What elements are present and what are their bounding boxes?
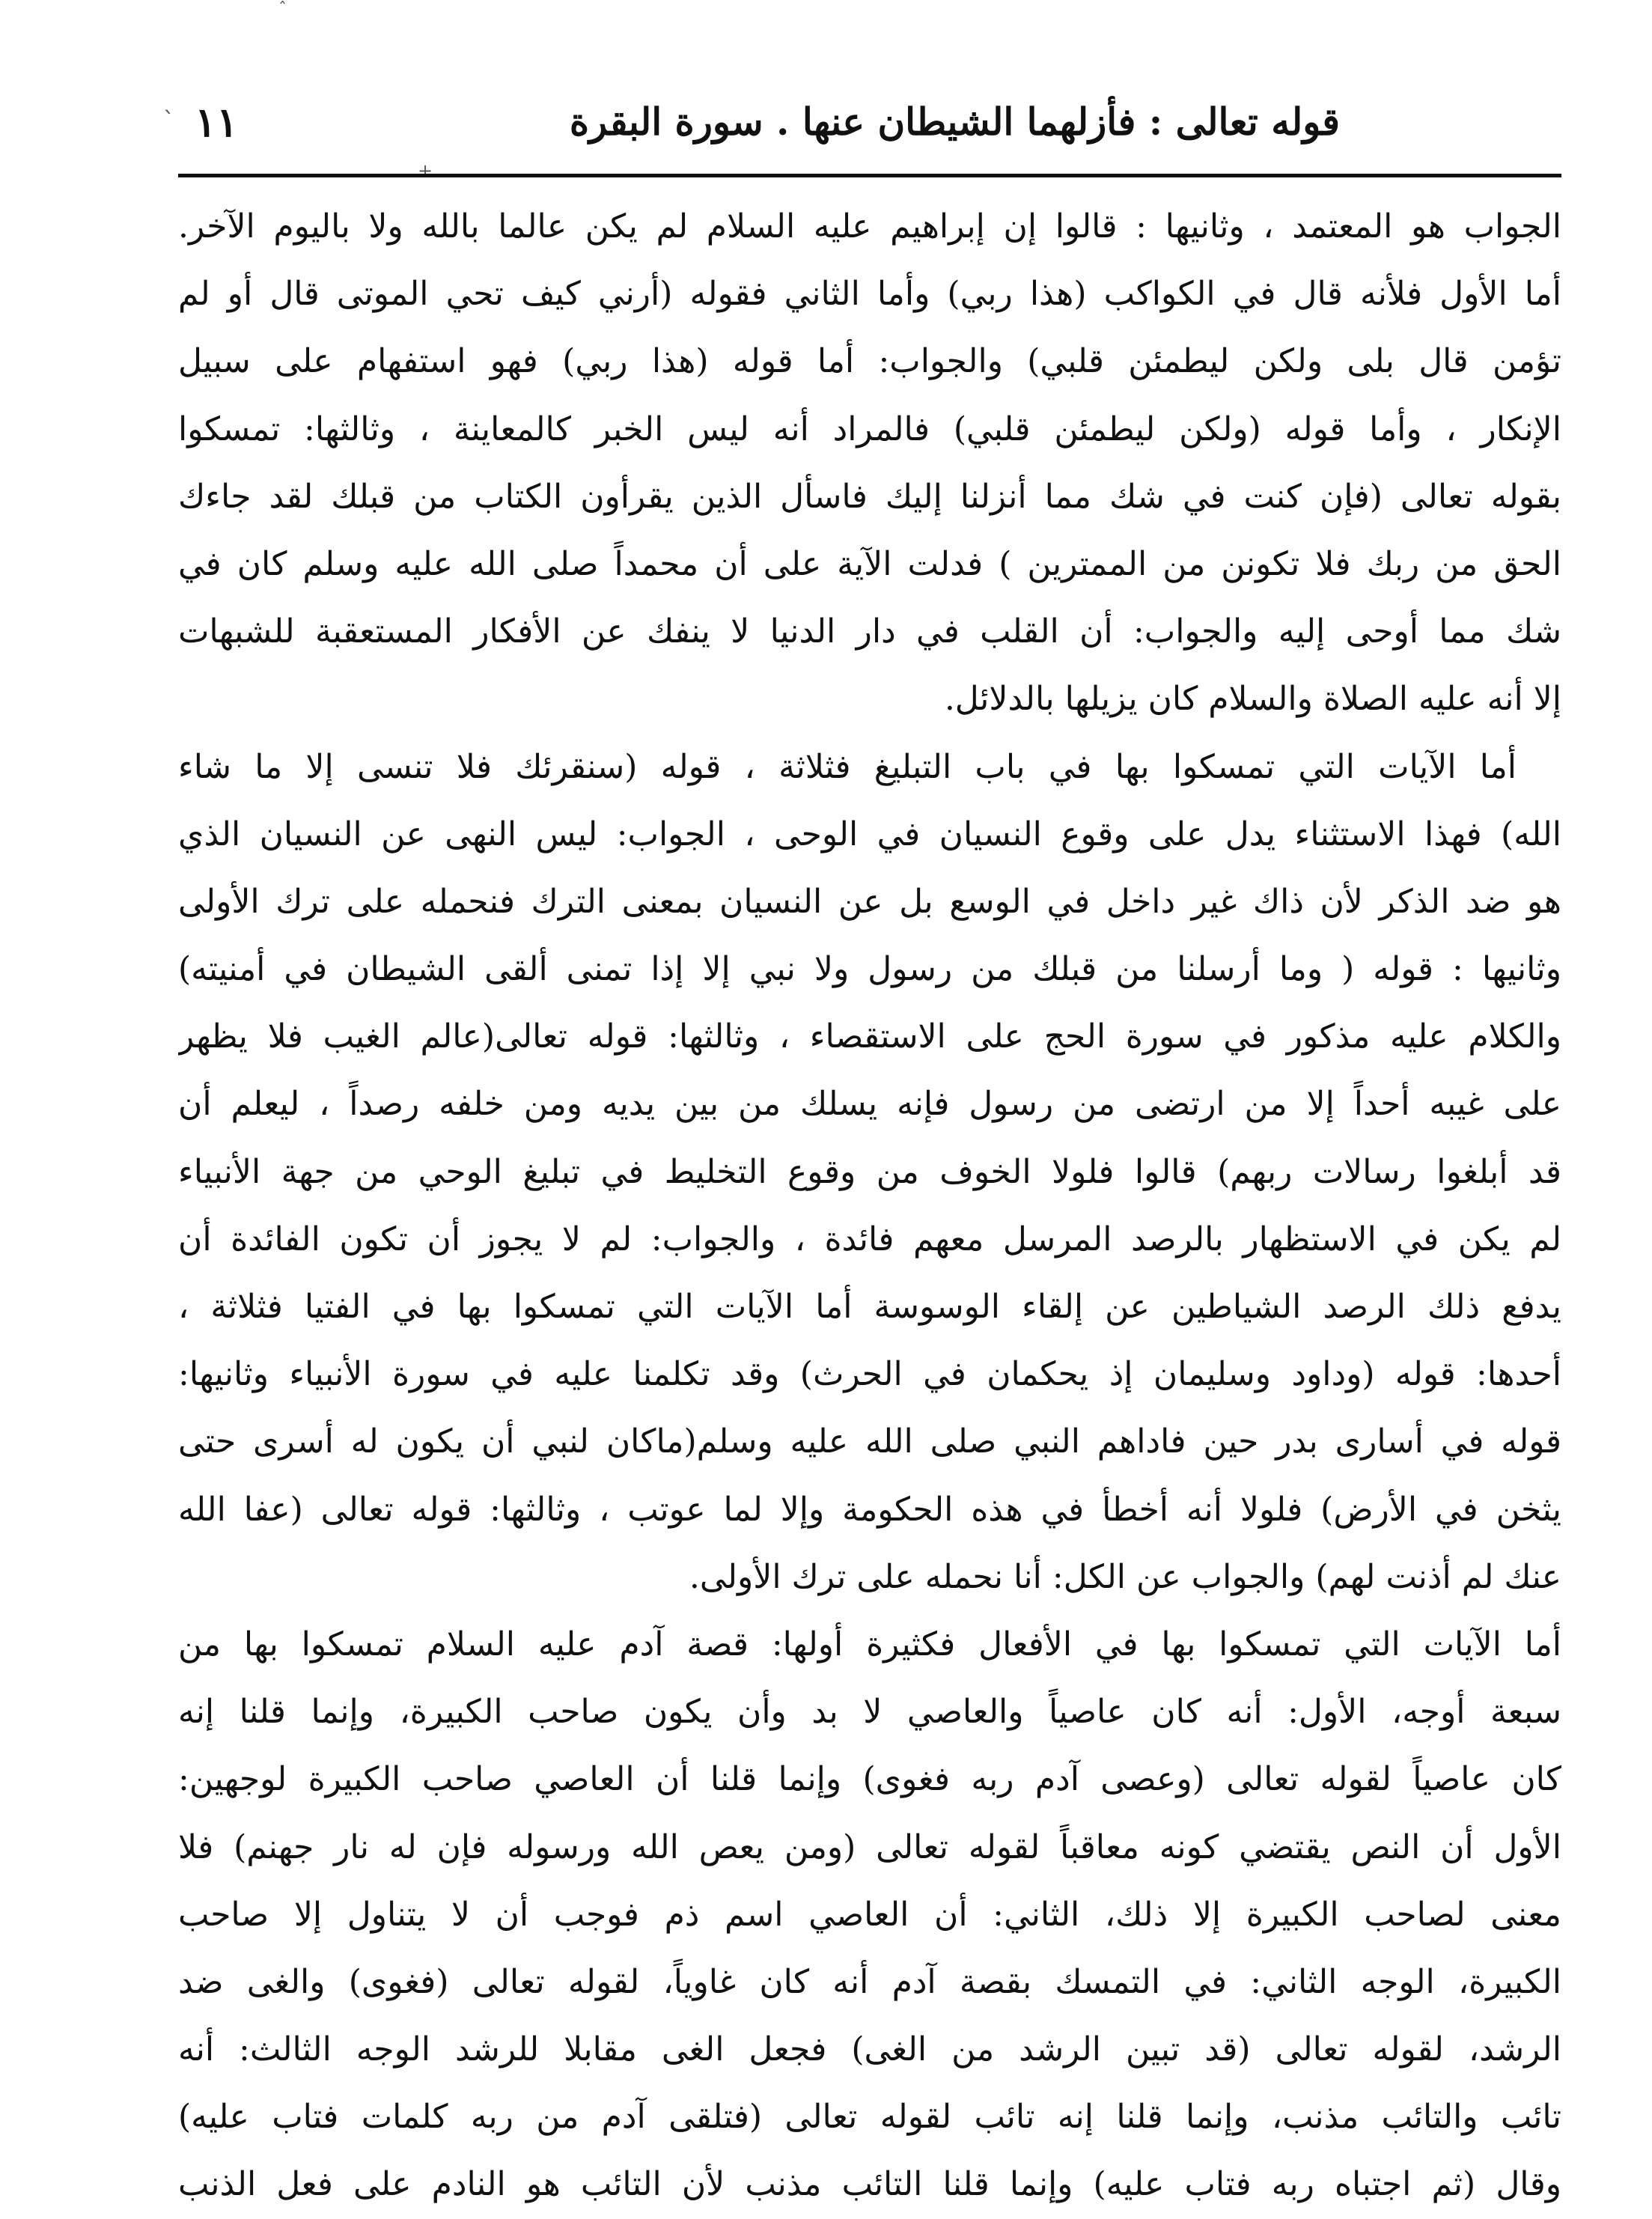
scan-tick-mark: ˎ	[163, 88, 174, 115]
text-line: تائب والتائب مذنب، وإنما قلنا إنه تائب لقوله تعالى (فتلقى آدم من ربه كلمات فتاب عليه)	[178, 2098, 1561, 2137]
text-line: قد أبلغوا رسالات ربهم) قالوا فلولا الخوف من وقوع التخليط في تبليغ الوحي من جهة الأنبياء	[178, 1152, 1561, 1191]
text-line: يثخن في الأرض) فلولا أنه أخطأ في هذه الحكومة وإلا لما عوتب ، وثالثها: قوله تعالى (عفا الله	[178, 1490, 1561, 1529]
text-line: إلا أنه عليه الصلاة والسلام كان يزيلها بالدلائل.	[944, 680, 1561, 719]
text-line: الحق من ربك فلا تكونن من الممترين ) فدلت الآية على أن محمداً صلى الله عليه وسلم كان في	[178, 544, 1561, 583]
text-line: سبعة أوجه، الأول: أنه كان عاصياً والعاصي لا بد وأن يكون صاحب الكبيرة، وإنما قلنا إنه	[178, 1693, 1561, 1732]
page-number: ١١	[195, 98, 239, 146]
text-line: قوله في أسارى بدر حين فاداهم النبي صلى الله عليه وسلم(ماكان لنبي أن يكون له أسرى حتى	[178, 1422, 1561, 1461]
text-line: عنك لم أذنت لهم) والجواب عن الكل: أنا نحمله على ترك الأولى.	[689, 1557, 1561, 1596]
text-line: الأول أن النص يقتضي كونه معاقباً لقوله تعالى (ومن يعص الله ورسوله فإن له نار جهنم) فلا	[178, 1827, 1561, 1866]
text-line: أما الآيات التي تمسكوا بها في الأفعال فكثيرة أولها: قصة آدم عليه السلام تمسكوا بها من	[178, 1625, 1561, 1664]
text-line: وقال (ثم اجتباه ربه فتاب عليه) وإنما قلنا التائب مذنب لأن التائب هو النادم على فعل الذنب	[178, 2165, 1561, 2204]
text-line: أما الآيات التي تمسكوا بها في باب التبليغ فثلاثة ، قوله (سنقرئك فلا تنسى إلا ما شاء	[178, 747, 1517, 786]
text-line: على غيبه أحداً إلا من ارتضى من رسول فإنه يسلك من بين يديه ومن خلفه رصداً ، ليعلم أن	[178, 1085, 1561, 1124]
header-rule	[178, 174, 1561, 177]
text-line: معنى لصاحب الكبيرة إلا ذلك، الثاني: أن العاصي اسم ذم فوجب أن لا يتناول إلا صاحب	[178, 1895, 1561, 1934]
text-line: تؤمن قال بلى ولكن ليطمئن قلبي) والجواب: أما قوله (هذا ربي) فهو استفهام على سبيل	[178, 342, 1561, 381]
text-line: بقوله تعالى (فإن كنت في شك مما أنزلنا إليك فاسأل الذين يقرأون الكتاب من قبلك لقد جاءك	[178, 477, 1561, 516]
text-line: أما الأول فلأنه قال في الكواكب (هذا ربي) وأما الثاني فقوله (أرني كيف تحي الموتى قال أو لم	[178, 275, 1561, 314]
scan-speck-mark: ˆ	[278, 0, 287, 19]
text-line: لم يكن في الاستظهار بالرصد المرسل معهم فائدة ، والجواب: لم لا يجوز أن تكون الفائدة أن	[178, 1220, 1561, 1258]
text-line: الله) فهذا الاستثناء يدل على وقوع النسيان في الوحى ، الجواب: ليس النهى عن النسيان الذي	[178, 815, 1561, 853]
text-line: يدفع ذلك الرصد الشياطين عن إلقاء الوسوسة أما الآيات التي تمسكوا بها في الفتيا فثلاثة ،	[178, 1288, 1561, 1326]
text-line: الجواب هو المعتمد ، وثانيها : قالوا إن إبراهيم عليه السلام لم يكن عالما بالله ولا باليوم الآخر.	[178, 207, 1561, 246]
text-line: الإنكار ، وأما قوله (ولكن ليطمئن قلبي) فالمراد أنه ليس الخبر كالمعاينة ، وثالثها: تمسكوا	[178, 410, 1561, 448]
text-line: والكلام عليه مذكور في سورة الحج على الاستقصاء ، وثالثها: قوله تعالى(عالم الغيب فلا يظهر	[178, 1017, 1561, 1056]
text-line: وثانيها : قوله ( وما أرسلنا من قبلك من رسول ولا نبي إلا إذا تمنى ألقى الشيطان في أمنيته)	[178, 950, 1561, 989]
scan-cross-mark: +	[418, 160, 433, 181]
running-title: قوله تعالى : فأزلهما الشيطان عنها . سورة البقرة	[569, 100, 1340, 144]
text-line: كان عاصياً لقوله تعالى (وعصى آدم ربه فغوى) وإنما قلنا أن العاصي صاحب الكبيرة لوجهين:	[178, 1760, 1561, 1799]
text-line: شك مما أوحى إليه والجواب: أن القلب في دار الدنيا لا ينفك عن الأفكار المستعقبة للشبهات	[178, 612, 1561, 651]
running-header	[172, 88, 1564, 171]
text-line: أحدها: قوله (وداود وسليمان إذ يحكمان في الحرث) وقد تكلمنا عليه في سورة الأنبياء وثانيها:	[178, 1355, 1561, 1394]
text-line: الرشد، لقوله تعالى (قد تبين الرشد من الغى) فجعل الغى مقابلا للرشد الوجه الثالث: أنه	[178, 2030, 1561, 2069]
text-line: هو ضد الذكر لأن ذاك غير داخل في الوسع بل عن النسيان بمعنى الترك فنحمله على ترك الأولى	[178, 882, 1561, 921]
text-line: الكبيرة، الوجه الثاني: في التمسك بقصة آدم أنه كان غاوياً، لقوله تعالى (فغوى) والغى ضد	[178, 1962, 1561, 2001]
body-text	[178, 193, 1561, 2219]
